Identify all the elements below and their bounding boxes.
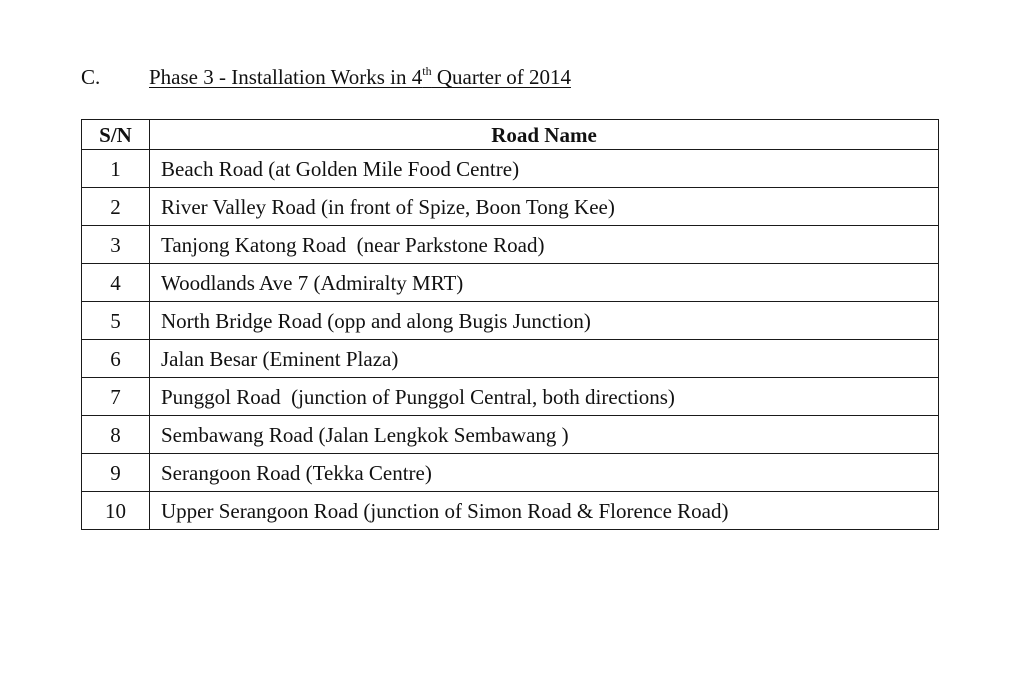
row-sn: 5 [82, 302, 150, 340]
row-sn: 10 [82, 492, 150, 530]
table-row [82, 226, 939, 264]
header-sn: S/N [82, 120, 150, 150]
section-title-superscript: th [422, 64, 432, 78]
row-sn: 9 [82, 454, 150, 492]
header-road-name: Road Name [150, 120, 939, 150]
row-road-name: Punggol Road (junction of Punggol Central, both directions) [150, 378, 939, 416]
table-row [82, 150, 939, 188]
table-row [82, 378, 939, 416]
row-sn: 2 [82, 188, 150, 226]
row-road-name: Woodlands Ave 7 (Admiralty MRT) [150, 264, 939, 302]
section-heading [81, 62, 571, 92]
row-sn: 4 [82, 264, 150, 302]
road-table [81, 119, 939, 530]
table-row [82, 188, 939, 226]
table-row [82, 340, 939, 378]
table-row [82, 492, 939, 530]
row-road-name: Serangoon Road (Tekka Centre) [150, 454, 939, 492]
row-road-name: Sembawang Road (Jalan Lengkok Sembawang ) [150, 416, 939, 454]
section-title [149, 65, 571, 89]
row-sn: 3 [82, 226, 150, 264]
table-row [82, 264, 939, 302]
row-sn: 8 [82, 416, 150, 454]
table-row [82, 454, 939, 492]
row-sn: 6 [82, 340, 150, 378]
row-road-name: Tanjong Katong Road (near Parkstone Road) [150, 226, 939, 264]
table-row [82, 302, 939, 340]
table-row [82, 416, 939, 454]
section-title-tail: Quarter of 2014 [431, 65, 571, 89]
row-road-name: North Bridge Road (opp and along Bugis Junction) [150, 302, 939, 340]
table-header-row [82, 120, 939, 150]
row-sn: 1 [82, 150, 150, 188]
row-sn: 7 [82, 378, 150, 416]
row-road-name: Beach Road (at Golden Mile Food Centre) [150, 150, 939, 188]
section-letter: C. [81, 65, 101, 89]
row-road-name: River Valley Road (in front of Spize, Boon Tong Kee) [150, 188, 939, 226]
row-road-name: Jalan Besar (Eminent Plaza) [150, 340, 939, 378]
row-road-name: Upper Serangoon Road (junction of Simon Road & Florence Road) [150, 492, 939, 530]
section-title-main: Phase 3 - Installation Works in 4 [149, 65, 423, 89]
